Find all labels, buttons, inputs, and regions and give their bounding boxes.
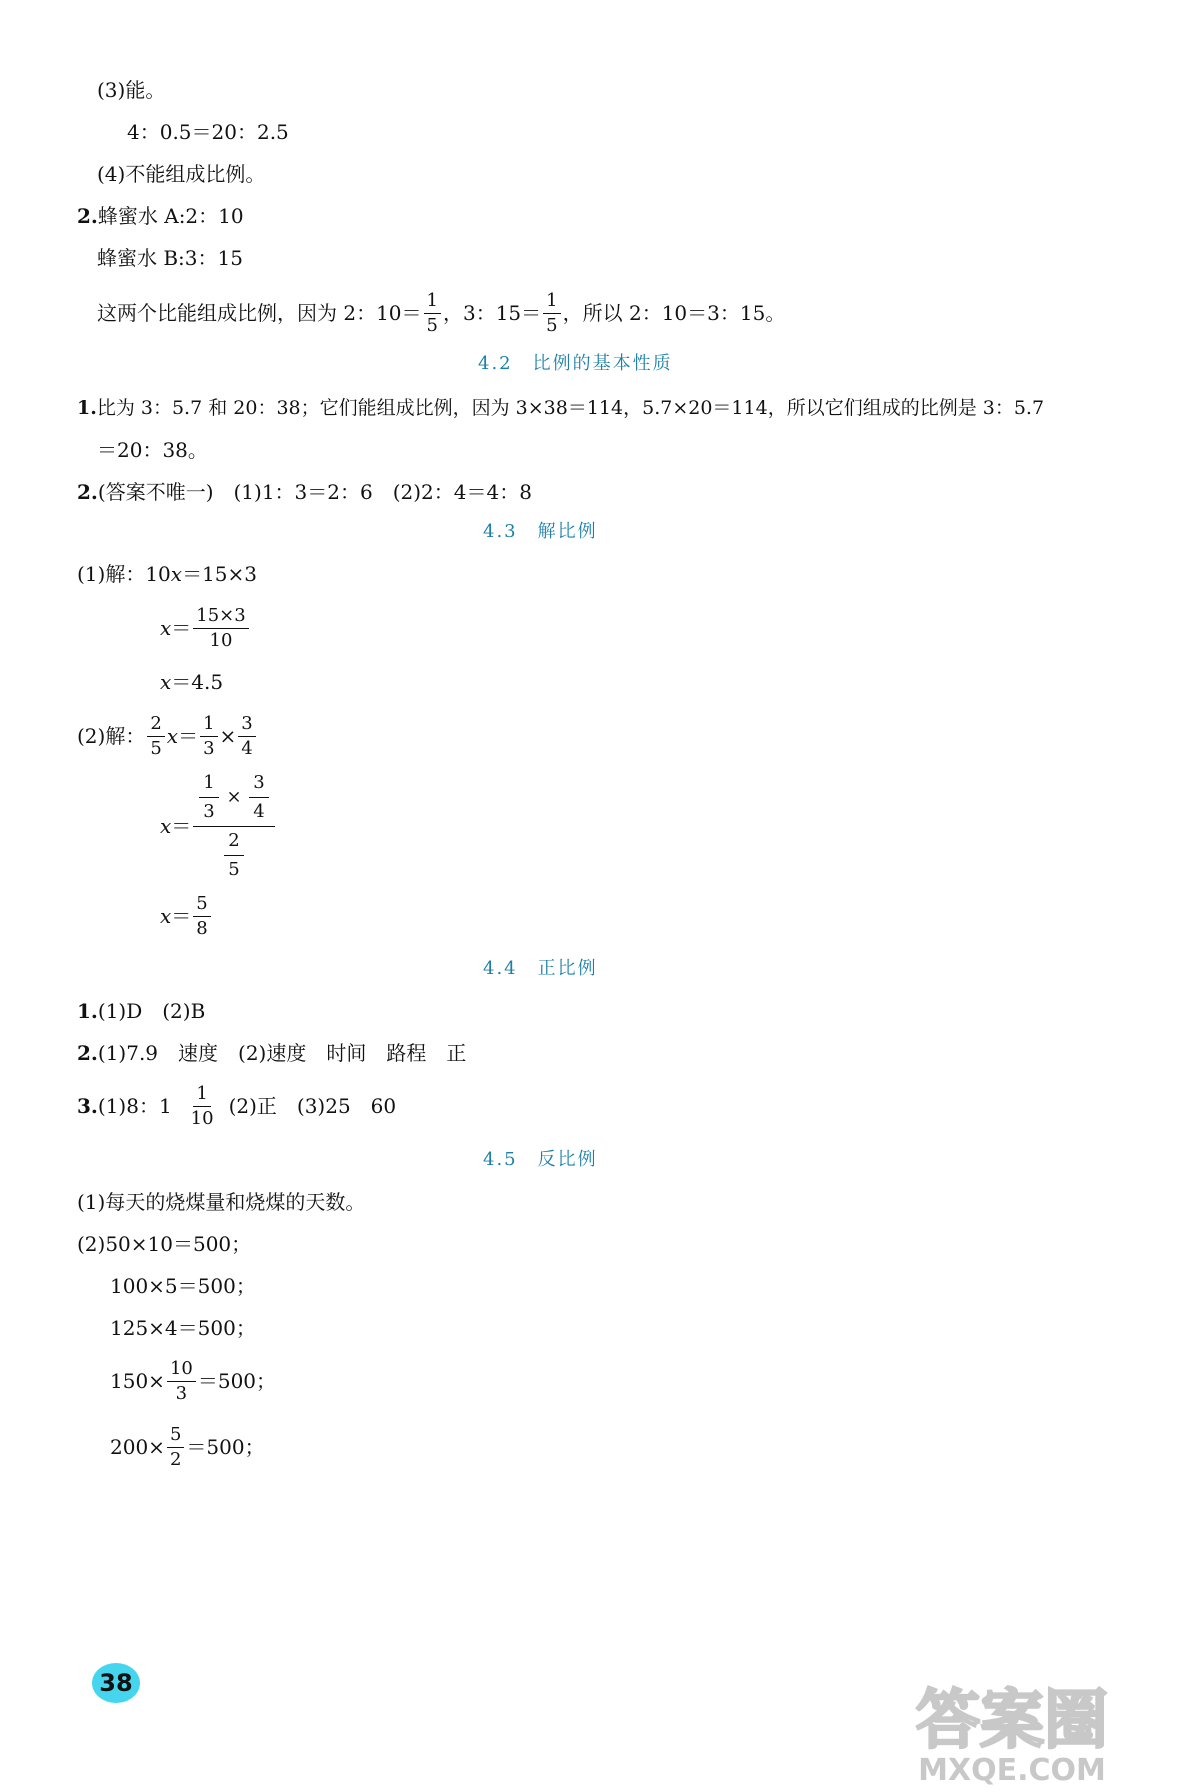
answer-line: (2)解： $\frac{2}{5}$ x ＝ $\frac{1}{3}$ × $\frac{3}{4}$ — [77, 713, 258, 759]
answer-line: 3. (1)8：1 $\frac{1}{10}$ (2)正 (3)25 60 — [77, 1082, 397, 1129]
answer-line: (2)50×10＝500； — [77, 1232, 252, 1256]
answer-line: ＝20：38。 — [97, 438, 208, 462]
watermark-logo — [862, 1670, 1162, 1788]
answer-line: x ＝ $\frac{1}{3}$ × $\frac{3}{4}$ $\frac{2}{5}$ — [160, 780, 277, 872]
fraction: $\frac{1}{5}$ — [543, 290, 560, 337]
answer-line: 2. (答案不唯一) (1)1：3＝2：6 (2)2：4＝4：8 — [77, 480, 532, 504]
answer-line: (3)能。 — [97, 78, 166, 102]
section-heading: 4.4 正比例 — [483, 958, 598, 979]
section-heading: 4.3 解比例 — [483, 521, 598, 542]
answer-line: 125×4＝500； — [110, 1316, 256, 1340]
answer-line: 150× $\frac{10}{3}$ ＝500； — [110, 1357, 277, 1404]
answer-line: 200× $\frac{5}{2}$ ＝500； — [110, 1423, 265, 1470]
fraction: $\frac{5}{8}$ — [193, 893, 210, 940]
fraction: $\frac{1}{3}$ — [200, 713, 217, 760]
fraction: $\frac{1}{10}$ — [190, 1082, 214, 1129]
answer-line: x ＝4.5 — [160, 670, 224, 694]
fraction: $\frac{1}{3}$ — [199, 772, 218, 823]
fraction: $\frac{2}{5}$ — [224, 830, 243, 881]
fraction: $\frac{5}{2}$ — [167, 1424, 184, 1471]
fraction: $\frac{1}{5}$ — [424, 290, 441, 337]
answer-line: 2. 蜂蜜水 A:2：10 — [77, 204, 244, 228]
fraction: $\frac{2}{5}$ — [147, 713, 164, 760]
watermark-text: 答案圈 — [916, 1684, 1108, 1758]
answer-line: x ＝ $\frac{5}{8}$ — [160, 893, 213, 939]
compound-fraction: $\frac{1}{3}$ × $\frac{3}{4}$ $\frac{2}{5}$ — [193, 772, 274, 881]
watermark-url: MXQE.COM — [918, 1753, 1106, 1788]
answer-line: (4)不能组成比例。 — [97, 162, 266, 186]
answer-line: (1)解：10 x ＝15×3 — [77, 562, 257, 586]
section-heading: 4.5 反比例 — [483, 1149, 598, 1170]
fraction: $\frac{3}{4}$ — [238, 713, 255, 760]
fraction: $\frac{10}{3}$ — [167, 1358, 196, 1405]
section-heading: 4.2 比例的基本性质 — [478, 353, 673, 374]
fraction: $\frac{3}{4}$ — [249, 772, 268, 823]
answer-line: x ＝ $\frac{15\times 3}{10}$ — [160, 605, 251, 651]
answer-line: 4：0.5＝20：2.5 — [127, 120, 289, 144]
answer-line: (1)每天的烧煤量和烧煤的天数。 — [77, 1190, 366, 1214]
answer-line: 2. (1)7.9 速度 (2)速度 时间 路程 正 — [77, 1041, 467, 1065]
fraction: $\frac{15\times 3}{10}$ — [193, 605, 248, 652]
page-number-badge: 38 — [92, 1663, 140, 1703]
answer-line: 1. 比为 3：5.7 和 20：38；它们能组成比例，因为 3×38＝114，5.7×20＝114，所以它们组成的比例是 3：5.7 — [77, 397, 1045, 419]
answer-line: 蜂蜜水 B:3：15 — [97, 246, 243, 270]
answer-line: 这两个比能组成比例，因为 2：10＝ $\frac{1}{5}$ ，3：15＝ $\frac{1}{5}$ ，所以 2：10＝3：15。 — [97, 289, 786, 336]
answer-line: 100×5＝500； — [110, 1274, 256, 1298]
answer-line: 1. (1)D (2)B — [77, 999, 206, 1023]
